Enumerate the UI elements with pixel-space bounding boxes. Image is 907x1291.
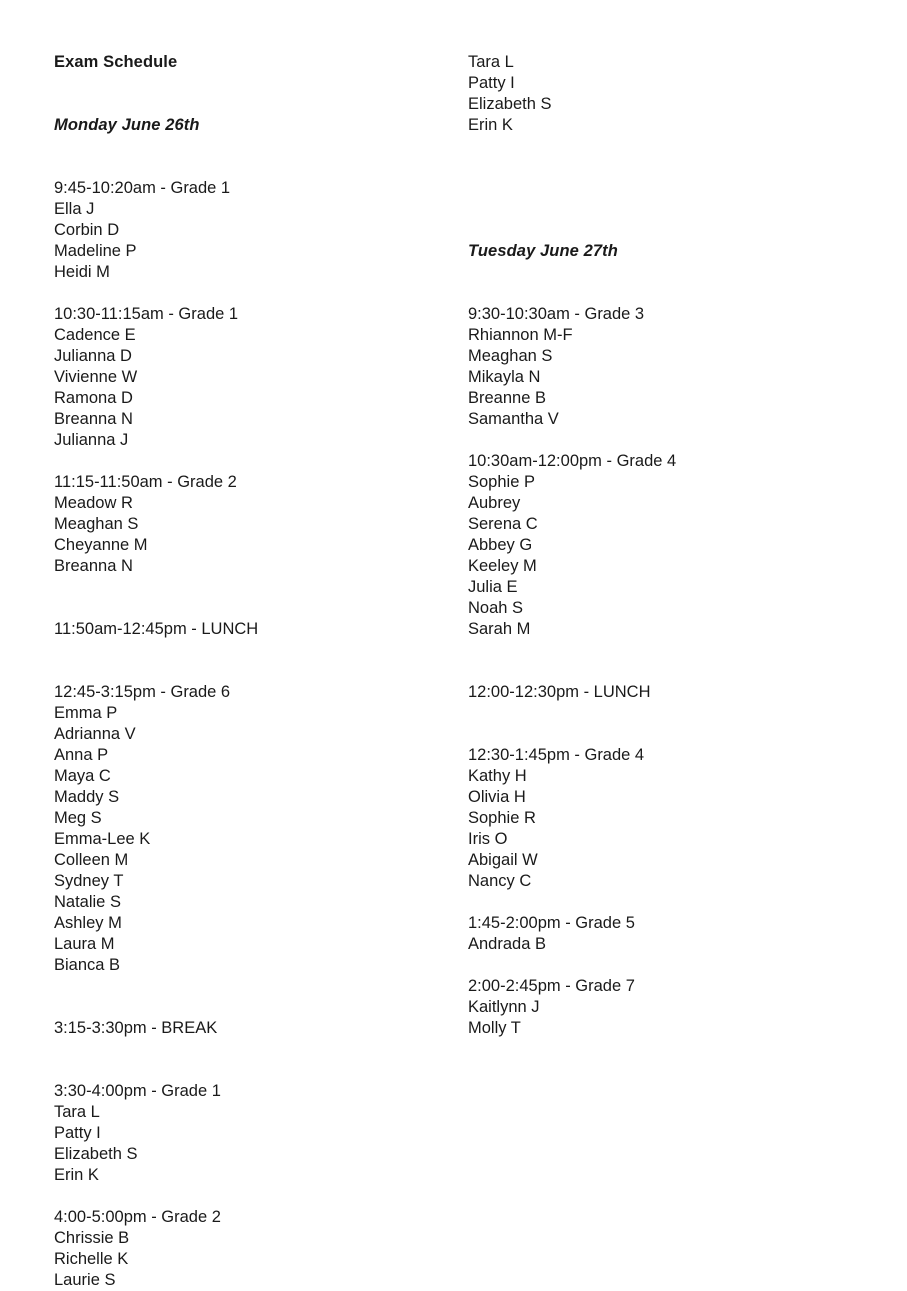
spacer xyxy=(468,703,848,745)
student-name: Tara L xyxy=(54,1103,100,1121)
student-name: Emma P xyxy=(54,704,118,722)
slot-time-header: 3:30-4:00pm - Grade 1 xyxy=(54,1082,221,1100)
student-name: Anna P xyxy=(54,746,109,764)
left-schedule-slots xyxy=(54,178,434,1291)
student-name: Heidi M xyxy=(54,263,110,281)
spacer xyxy=(468,640,848,682)
left-column xyxy=(54,52,434,1291)
day-heading-monday: Monday June 26th xyxy=(54,116,200,134)
student-name: Elizabeth S xyxy=(54,1145,138,1163)
spacer xyxy=(54,136,434,178)
slot-time-header: 12:45-3:15pm - Grade 6 xyxy=(54,683,231,701)
student-name: Colleen M xyxy=(54,851,129,869)
schedule-block xyxy=(54,178,434,283)
slot-time-header: 4:00-5:00pm - Grade 2 xyxy=(54,1208,221,1226)
student-name: Kathy H xyxy=(468,767,527,785)
spacer xyxy=(54,73,434,115)
student-name: Cadence E xyxy=(54,326,136,344)
schedule-block xyxy=(468,682,848,703)
student-name: Patty I xyxy=(468,74,515,92)
slot-time-header: 3:15-3:30pm - BREAK xyxy=(54,1019,218,1037)
student-name: Emma-Lee K xyxy=(54,830,151,848)
schedule-block xyxy=(54,1081,434,1186)
schedule-block xyxy=(468,745,848,892)
spacer xyxy=(54,451,434,472)
spacer xyxy=(54,577,434,619)
student-name: Vivienne W xyxy=(54,368,138,386)
schedule-block xyxy=(54,619,434,640)
student-name: Olivia H xyxy=(468,788,526,806)
page-title: Exam Schedule xyxy=(54,53,178,71)
student-name: Elizabeth S xyxy=(468,95,552,113)
student-name: Adrianna V xyxy=(54,725,136,743)
schedule-block xyxy=(468,913,848,955)
student-name: Meaghan S xyxy=(54,515,139,533)
student-name: Breanna N xyxy=(54,410,133,428)
student-name: Samantha V xyxy=(468,410,559,428)
student-name: Ramona D xyxy=(54,389,133,407)
schedule-block xyxy=(54,472,434,577)
student-name: Aubrey xyxy=(468,494,521,512)
student-name: Natalie S xyxy=(54,893,121,911)
spacer xyxy=(468,892,848,913)
student-name: Breanne B xyxy=(468,389,546,407)
student-name: Kaitlynn J xyxy=(468,998,540,1016)
right-column xyxy=(468,52,848,1039)
student-name: Iris O xyxy=(468,830,508,848)
student-name: Sophie P xyxy=(468,473,535,491)
day-heading-tuesday: Tuesday June 27th xyxy=(468,242,618,260)
slot-time-header: 9:45-10:20am - Grade 1 xyxy=(54,179,231,197)
student-name: Richelle K xyxy=(54,1250,129,1268)
student-name: Keeley M xyxy=(468,557,537,575)
schedule-block xyxy=(468,976,848,1039)
student-name: Ashley M xyxy=(54,914,122,932)
student-name: Molly T xyxy=(468,1019,521,1037)
continued-student-list xyxy=(468,52,848,136)
spacer xyxy=(54,283,434,304)
student-name: Andrada B xyxy=(468,935,546,953)
slot-time-header: 11:50am-12:45pm - LUNCH xyxy=(54,620,259,638)
student-name: Maddy S xyxy=(54,788,120,806)
student-name: Serena C xyxy=(468,515,538,533)
student-name: Breanna N xyxy=(54,557,133,575)
spacer xyxy=(468,955,848,976)
spacer xyxy=(54,1039,434,1081)
schedule-block xyxy=(54,1207,434,1291)
student-name: Tara L xyxy=(468,53,514,71)
student-name: Meg S xyxy=(54,809,102,827)
student-name: Laurie S xyxy=(54,1271,116,1289)
slot-time-header: 10:30-11:15am - Grade 1 xyxy=(54,305,239,323)
schedule-block xyxy=(54,682,434,976)
slot-time-header: 10:30am-12:00pm - Grade 4 xyxy=(468,452,677,470)
spacer xyxy=(54,976,434,1018)
student-name: Sydney T xyxy=(54,872,124,890)
student-name: Sarah M xyxy=(468,620,531,638)
student-name: Sophie R xyxy=(468,809,536,827)
slot-time-header: 1:45-2:00pm - Grade 5 xyxy=(468,914,635,932)
schedule-block xyxy=(54,304,434,451)
student-name: Corbin D xyxy=(54,221,120,239)
student-name: Julianna J xyxy=(54,431,129,449)
student-name: Meaghan S xyxy=(468,347,553,365)
student-name: Abbey G xyxy=(468,536,533,554)
slot-time-header: 9:30-10:30am - Grade 3 xyxy=(468,305,645,323)
student-name: Julia E xyxy=(468,578,518,596)
spacer xyxy=(54,640,434,682)
student-name: Rhiannon M-F xyxy=(468,326,573,344)
student-name: Bianca B xyxy=(54,956,121,974)
slot-time-header: 11:15-11:50am - Grade 2 xyxy=(54,473,237,491)
slot-time-header: 12:00-12:30pm - LUNCH xyxy=(468,683,651,701)
student-name: Ella J xyxy=(54,200,95,218)
slot-time-header: 12:30-1:45pm - Grade 4 xyxy=(468,746,645,764)
student-name: Abigail W xyxy=(468,851,538,869)
right-schedule-slots xyxy=(468,304,848,1039)
schedule-block xyxy=(54,1018,434,1039)
student-name: Chrissie B xyxy=(54,1229,130,1247)
student-name: Madeline P xyxy=(54,242,137,260)
schedule-block xyxy=(468,304,848,430)
student-name: Patty I xyxy=(54,1124,101,1142)
spacer xyxy=(468,262,848,304)
spacer xyxy=(468,430,848,451)
student-name: Noah S xyxy=(468,599,524,617)
slot-time-header: 2:00-2:45pm - Grade 7 xyxy=(468,977,635,995)
student-name: Erin K xyxy=(54,1166,99,1184)
schedule-block xyxy=(468,451,848,640)
student-name: Julianna D xyxy=(54,347,132,365)
spacer xyxy=(468,136,848,241)
student-name: Nancy C xyxy=(468,872,532,890)
student-name: Meadow R xyxy=(54,494,133,512)
student-name: Maya C xyxy=(54,767,111,785)
student-name: Mikayla N xyxy=(468,368,541,386)
student-name: Laura M xyxy=(54,935,115,953)
student-name: Cheyanne M xyxy=(54,536,148,554)
student-name: Erin K xyxy=(468,116,513,134)
